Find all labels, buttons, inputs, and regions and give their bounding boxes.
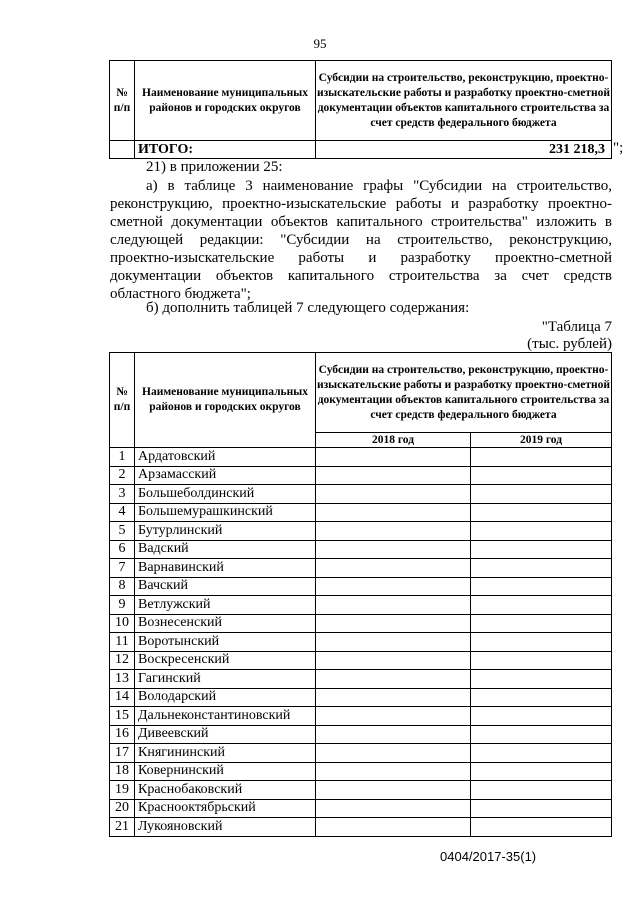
district-name: Воротынский	[135, 633, 316, 652]
table-row	[110, 614, 612, 633]
value-2019-cell	[471, 614, 612, 633]
paragraph-21: 21) в приложении 25:	[146, 159, 283, 175]
row-number: 1	[110, 448, 135, 467]
table-row	[110, 707, 612, 726]
table-row	[110, 485, 612, 504]
table-title: "Таблица 7	[541, 319, 612, 335]
value-2018-cell	[316, 744, 471, 763]
continued-table	[109, 60, 612, 159]
value-2018-cell	[316, 540, 471, 559]
value-2018-cell	[316, 707, 471, 726]
value-2018-cell	[316, 762, 471, 781]
value-2018-cell	[316, 522, 471, 541]
row-number: 20	[110, 799, 135, 818]
district-name: Большеболдинский	[135, 485, 316, 504]
table-row	[110, 670, 612, 689]
row-number: 16	[110, 725, 135, 744]
value-2018-cell	[316, 781, 471, 800]
value-2018-cell	[316, 559, 471, 578]
value-2018-cell	[316, 633, 471, 652]
table-row	[110, 466, 612, 485]
value-2018-cell	[316, 596, 471, 615]
value-2018-cell	[316, 614, 471, 633]
value-2018-cell	[316, 818, 471, 837]
document-code: 0404/2017-35(1)	[440, 849, 537, 864]
row-number: 7	[110, 559, 135, 578]
value-2018-cell	[316, 466, 471, 485]
total-label: ИТОГО:	[135, 141, 316, 159]
table-row	[110, 559, 612, 578]
district-name: Гагинский	[135, 670, 316, 689]
table-row	[110, 818, 612, 837]
district-name: Вознесенский	[135, 614, 316, 633]
table-row	[110, 540, 612, 559]
value-2018-cell	[316, 670, 471, 689]
row-number: 10	[110, 614, 135, 633]
value-2019-cell	[471, 466, 612, 485]
district-name: Вачский	[135, 577, 316, 596]
value-2019-cell	[471, 633, 612, 652]
value-2019-cell	[471, 688, 612, 707]
district-name: Дальнеконстантиновский	[135, 707, 316, 726]
col-header-number: № п/п	[110, 353, 135, 448]
row-number: 14	[110, 688, 135, 707]
table-row	[110, 799, 612, 818]
col-header-name: Наименование муниципальных районов и городских округов	[135, 353, 316, 448]
district-name: Бутурлинский	[135, 522, 316, 541]
value-2018-cell	[316, 503, 471, 522]
value-2019-cell	[471, 725, 612, 744]
value-2019-cell	[471, 559, 612, 578]
value-2019-cell	[471, 577, 612, 596]
value-2018-cell	[316, 651, 471, 670]
row-number: 5	[110, 522, 135, 541]
col-header-year-2018: 2018 год	[316, 433, 471, 448]
value-2019-cell	[471, 651, 612, 670]
col-header-subsidy: Субсидии на строительство, реконструкцию, проектно-изыскательские работы и разработку проектно-сметной документации объектов капитального строительства за счет средств федерального бюджета	[316, 61, 612, 141]
district-name: Ардатовский	[135, 448, 316, 467]
district-name: Володарский	[135, 688, 316, 707]
row-number: 18	[110, 762, 135, 781]
district-name: Ветлужский	[135, 596, 316, 615]
col-header-number: № п/п	[110, 61, 135, 141]
district-name: Большемурашкинский	[135, 503, 316, 522]
value-2018-cell	[316, 485, 471, 504]
district-name: Краснобаковский	[135, 781, 316, 800]
value-2019-cell	[471, 596, 612, 615]
table-row	[110, 503, 612, 522]
col-header-name: Наименование муниципальных районов и городских округов	[135, 61, 316, 141]
value-2019-cell	[471, 670, 612, 689]
row-number: 11	[110, 633, 135, 652]
district-name: Арзамасский	[135, 466, 316, 485]
value-2019-cell	[471, 707, 612, 726]
table-row	[110, 522, 612, 541]
value-2019-cell	[471, 744, 612, 763]
row-number: 15	[110, 707, 135, 726]
table-row	[110, 762, 612, 781]
table-row	[110, 596, 612, 615]
table-row	[110, 651, 612, 670]
value-2019-cell	[471, 799, 612, 818]
paragraph-a: а) в таблице 3 наименование графы "Субсидии на строительство, реконструкцию, проектно-изыскательские работы и разработку проектно-сметной документации объектов капитального строительства" изложить в следующей редакции: "Субсидии на строительство, реконструкцию, проектно-изыскательские работы и разработку проектно-сметной документации объектов капитального строительства за счет средств областного бюджета";	[110, 178, 612, 302]
units-label: (тыс. рублей)	[527, 336, 612, 352]
district-name: Воскресенский	[135, 651, 316, 670]
value-2019-cell	[471, 540, 612, 559]
table-row	[110, 633, 612, 652]
closing-quote: ";	[613, 140, 624, 156]
value-2019-cell	[471, 818, 612, 837]
total-value: 231 218,3	[316, 141, 612, 159]
col-header-year-2019: 2019 год	[471, 433, 612, 448]
row-number: 17	[110, 744, 135, 763]
table-row	[110, 744, 612, 763]
district-name: Краснооктябрьский	[135, 799, 316, 818]
row-number: 2	[110, 466, 135, 485]
value-2019-cell	[471, 781, 612, 800]
district-name: Княгининский	[135, 744, 316, 763]
district-name: Ковернинский	[135, 762, 316, 781]
paragraph-b: б) дополнить таблицей 7 следующего содержания:	[146, 300, 470, 316]
value-2019-cell	[471, 503, 612, 522]
value-2019-cell	[471, 762, 612, 781]
value-2018-cell	[316, 725, 471, 744]
table-row	[110, 725, 612, 744]
value-2019-cell	[471, 448, 612, 467]
row-number: 3	[110, 485, 135, 504]
total-number-cell	[110, 141, 135, 159]
value-2018-cell	[316, 577, 471, 596]
row-number: 8	[110, 577, 135, 596]
row-number: 4	[110, 503, 135, 522]
value-2019-cell	[471, 522, 612, 541]
row-number: 21	[110, 818, 135, 837]
table-row	[110, 781, 612, 800]
col-header-subsidy: Субсидии на строительство, реконструкцию, проектно-изыскательские работы и разработку проектно-сметной документации объектов капитального строительства за счет средств федерального бюджета	[316, 353, 612, 433]
table-row	[110, 577, 612, 596]
row-number: 12	[110, 651, 135, 670]
value-2018-cell	[316, 799, 471, 818]
value-2018-cell	[316, 688, 471, 707]
value-2018-cell	[316, 448, 471, 467]
table-row	[110, 688, 612, 707]
page-number: 95	[313, 36, 327, 51]
row-number: 19	[110, 781, 135, 800]
district-name: Лукояновский	[135, 818, 316, 837]
value-2019-cell	[471, 485, 612, 504]
district-name: Вадский	[135, 540, 316, 559]
district-name: Варнавинский	[135, 559, 316, 578]
table-7	[109, 352, 612, 837]
row-number: 9	[110, 596, 135, 615]
row-number: 13	[110, 670, 135, 689]
district-name: Дивеевский	[135, 725, 316, 744]
row-number: 6	[110, 540, 135, 559]
table-row	[110, 448, 612, 467]
